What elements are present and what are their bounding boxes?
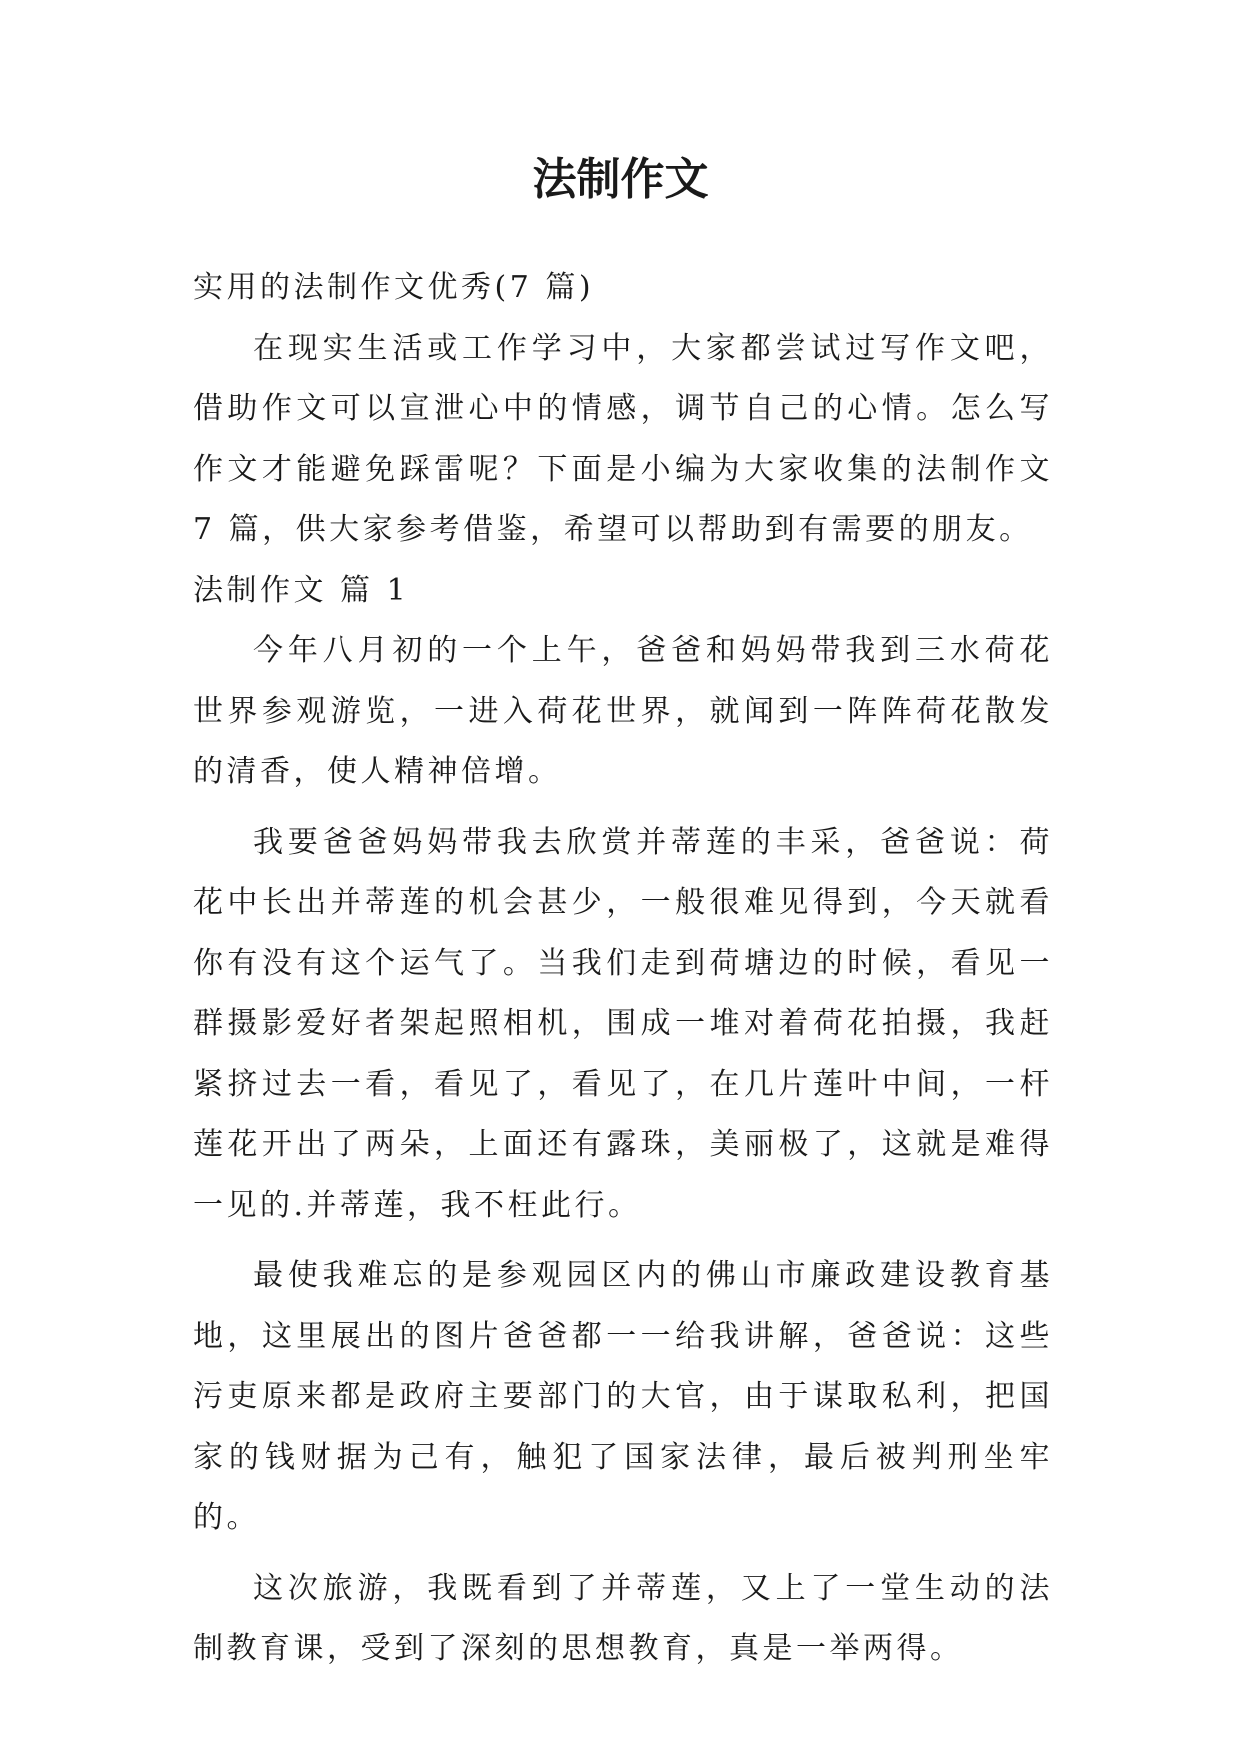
- body-paragraph: 最使我难忘的是参观园区内的佛山市廉政建设教育基地，这里展出的图片爸爸都一一给我讲解，爸爸说：这些污吏原来都是政府主要部门的大官，由于谋取私利，把国家的钱财据为己有，触犯了国家法律，最后被判刑坐牢的。: [193, 1258, 1053, 1535]
- body-paragraph: 这次旅游，我既看到了并蒂莲，又上了一堂生动的法制教育课，受到了深刻的思想教育，真是一举两得。: [193, 1570, 1053, 1666]
- intro-paragraph: 在现实生活或工作学习中，大家都尝试过写作文吧，借助作文可以宣泄心中的情感，调节自己的心情。怎么写作文才能避免踩雷呢？下面是小编为大家收集的法制作文 7 篇，供大家参考借鉴，希望可以帮助到有需要的朋友。: [193, 330, 1053, 547]
- document-title: 法制作文: [532, 154, 709, 205]
- section-heading: 法制作文 篇 1: [193, 572, 410, 608]
- body-paragraph: 今年八月初的一个上午，爸爸和妈妈带我到三水荷花世界参观游览，一进入荷花世界，就闻到一阵阵荷花散发的清香，使人精神倍增。: [193, 633, 1053, 789]
- document-subtitle: 实用的法制作文优秀(7 篇): [193, 270, 595, 305]
- document-body: [193, 258, 1053, 1680]
- body-paragraph: 我要爸爸妈妈带我去欣赏并蒂莲的丰采，爸爸说：荷花中长出并蒂莲的机会甚少，一般很难见得到，今天就看你有没有这个运气了。当我们走到荷塘边的时候，看见一群摄影爱好者架起照相机，围成一堆对着荷花拍摄，我赶紧挤过去一看，看见了，看见了，在几片莲叶中间，一杆莲花开出了两朵，上面还有露珠，美丽极了，这就是难得一见的.并蒂莲，我不枉此行。: [193, 824, 1053, 1223]
